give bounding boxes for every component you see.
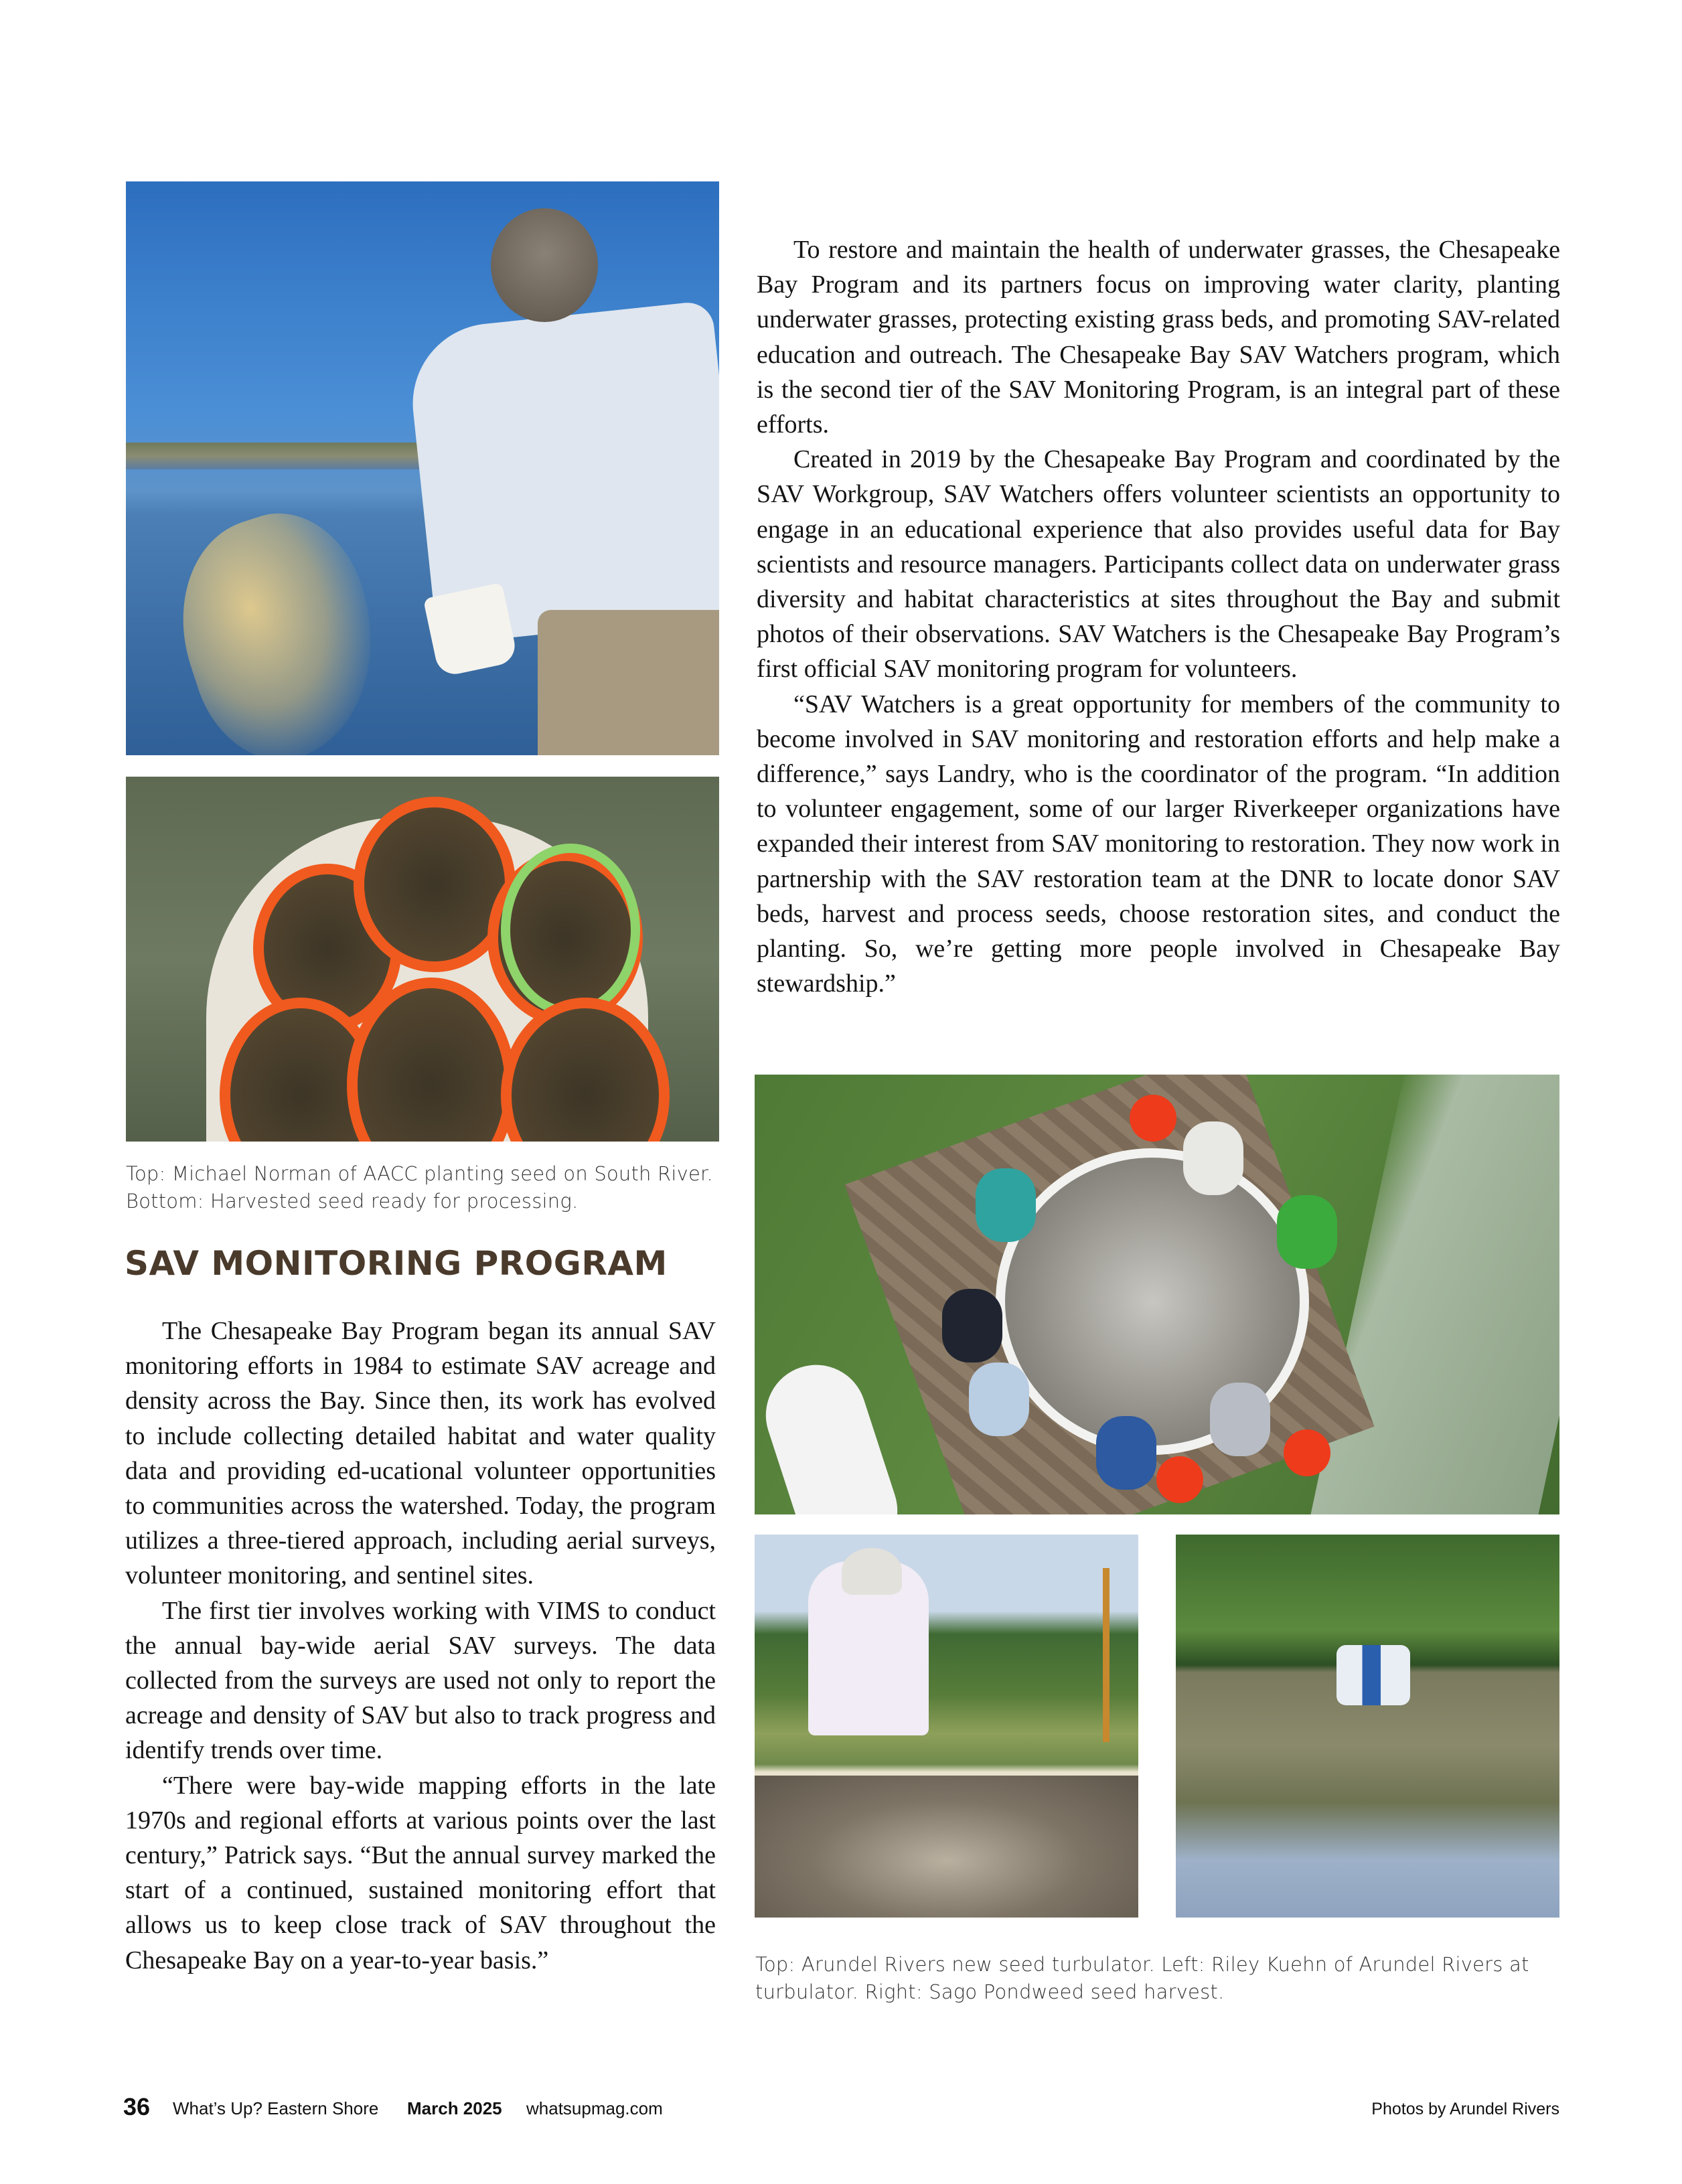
volunteer xyxy=(1210,1383,1270,1456)
paragraph: “There were bay-wide mapping efforts in the late 1970s and regional efforts at various points over the last century,” Patrick says. “But the annual survey marked the start of a continued, sustained monitoring effort that allows us to keep close track of SAV throughout the Chesapeake Bay on a year-to-year basis.” xyxy=(125,1771,716,1974)
seed-spray xyxy=(153,493,406,755)
right-column-body xyxy=(757,232,1560,1001)
issue-date: March 2025 xyxy=(407,2098,502,2118)
man-head xyxy=(491,208,598,322)
paragraph: “SAV Watchers is a great opportunity for members of the community to become involved in SAV monitoring and restoration efforts and help make a difference,” says Landry, who is the coordinator of the program. “In addition to volunteer engagement, some of our larger Riverkeeper organizations have expanded their interest from SAV monitoring to restoration. They now work in partnership with the SAV restoration team at the DNR to locate donor SAV beds, harvest and process seeds, choose restoration sites, and conduct the planting. So, we’re getting more people involved in Chesapeake Bay stewardship.” xyxy=(757,690,1560,998)
red-bucket xyxy=(1156,1456,1203,1503)
photo-harvested-seed-baskets xyxy=(126,777,719,1142)
volunteer xyxy=(1277,1195,1337,1269)
volunteer xyxy=(969,1362,1029,1436)
greenhouse xyxy=(1308,1075,1559,1514)
photo-credit: Photos by Arundel Rivers xyxy=(1371,2100,1559,2118)
red-bucket xyxy=(1284,1429,1330,1476)
volunteer xyxy=(942,1289,1002,1362)
white-tank xyxy=(755,1352,911,1514)
photo-michael-norman-planting-seed xyxy=(126,181,719,755)
volunteer xyxy=(1183,1121,1243,1195)
volunteer xyxy=(976,1168,1036,1242)
paragraph: The first tier involves working with VIMS to conduct the annual bay-wide aerial SAV surveys. The data collected from the surveys are used not only to report the acreage and density of SAV but also to track progress and identify trends over time. xyxy=(125,1596,716,1765)
left-photo-caption: Top: Michael Norman of AACC planting seed on South River. Bottom: Harvested seed ready for processing. xyxy=(126,1162,713,1213)
man-pants xyxy=(538,610,719,755)
harvested-grass xyxy=(755,1776,1138,1918)
page-number: 36 xyxy=(123,2093,151,2120)
red-bucket xyxy=(1130,1095,1176,1142)
left-column-body xyxy=(125,1314,716,1978)
section-heading: SAV MONITORING PROGRAM xyxy=(125,1244,668,1283)
paragraph: The Chesapeake Bay Program began its annual SAV monitoring efforts in 1984 to estimate SAV acreage and density across the Bay. Since then, its work has evolved to include collecting detailed habitat and water quality data and providing ed-ucational volunteer opportunities to communities across the watershed. Today, the program utilizes a three-tiered approach, including aerial surveys, volunteer monitoring, and sentinel sites. xyxy=(125,1317,716,1590)
photo-sago-pondweed-harvest xyxy=(1176,1535,1559,1918)
paragraph: Created in 2019 by the Chesapeake Bay Program and coordinated by the SAV Workgroup, SAV Watchers offers volunteer scientists an opportunity to engage in an educational experience that also provides useful data for Bay scientists and resource managers. Participants collect data on underwater grass diversity and habitat characteristics at sites throughout the Bay and submit photos of their observations. SAV Watchers is the Chesapeake Bay Program’s first official SAV monitoring program for volunteers. xyxy=(757,445,1560,684)
wading-harvesters xyxy=(1336,1645,1410,1705)
website-link[interactable]: whatsupmag.com xyxy=(526,2098,663,2118)
paragraph: To restore and maintain the health of underwater grasses, the Chesapeake Bay Program and its partners focus on improving water clarity, planting underwater grasses, protecting existing grass beds, and promoting SAV-related education and outreach. The Chesapeake Bay SAV Watchers program, which is the second tier of the SAV Monitoring Program, is an integral part of these efforts. xyxy=(757,236,1560,439)
green-float-ring xyxy=(501,844,640,1016)
publication-name: What’s Up? Eastern Shore xyxy=(173,2098,379,2118)
cap xyxy=(842,1548,902,1595)
right-photo-caption: Top: Arundel Rivers new seed turbulator. Left: Riley Kuehn of Arundel Rivers at turbulator. Right: Sago Pondweed seed harvest. xyxy=(755,1953,1529,2003)
volunteer xyxy=(1096,1416,1156,1490)
photo-riley-kuehn-turbulator xyxy=(755,1535,1138,1918)
white-bucket xyxy=(423,582,518,678)
photo-seed-turbulator-aerial xyxy=(755,1075,1559,1514)
wooden-pole xyxy=(1103,1568,1110,1742)
